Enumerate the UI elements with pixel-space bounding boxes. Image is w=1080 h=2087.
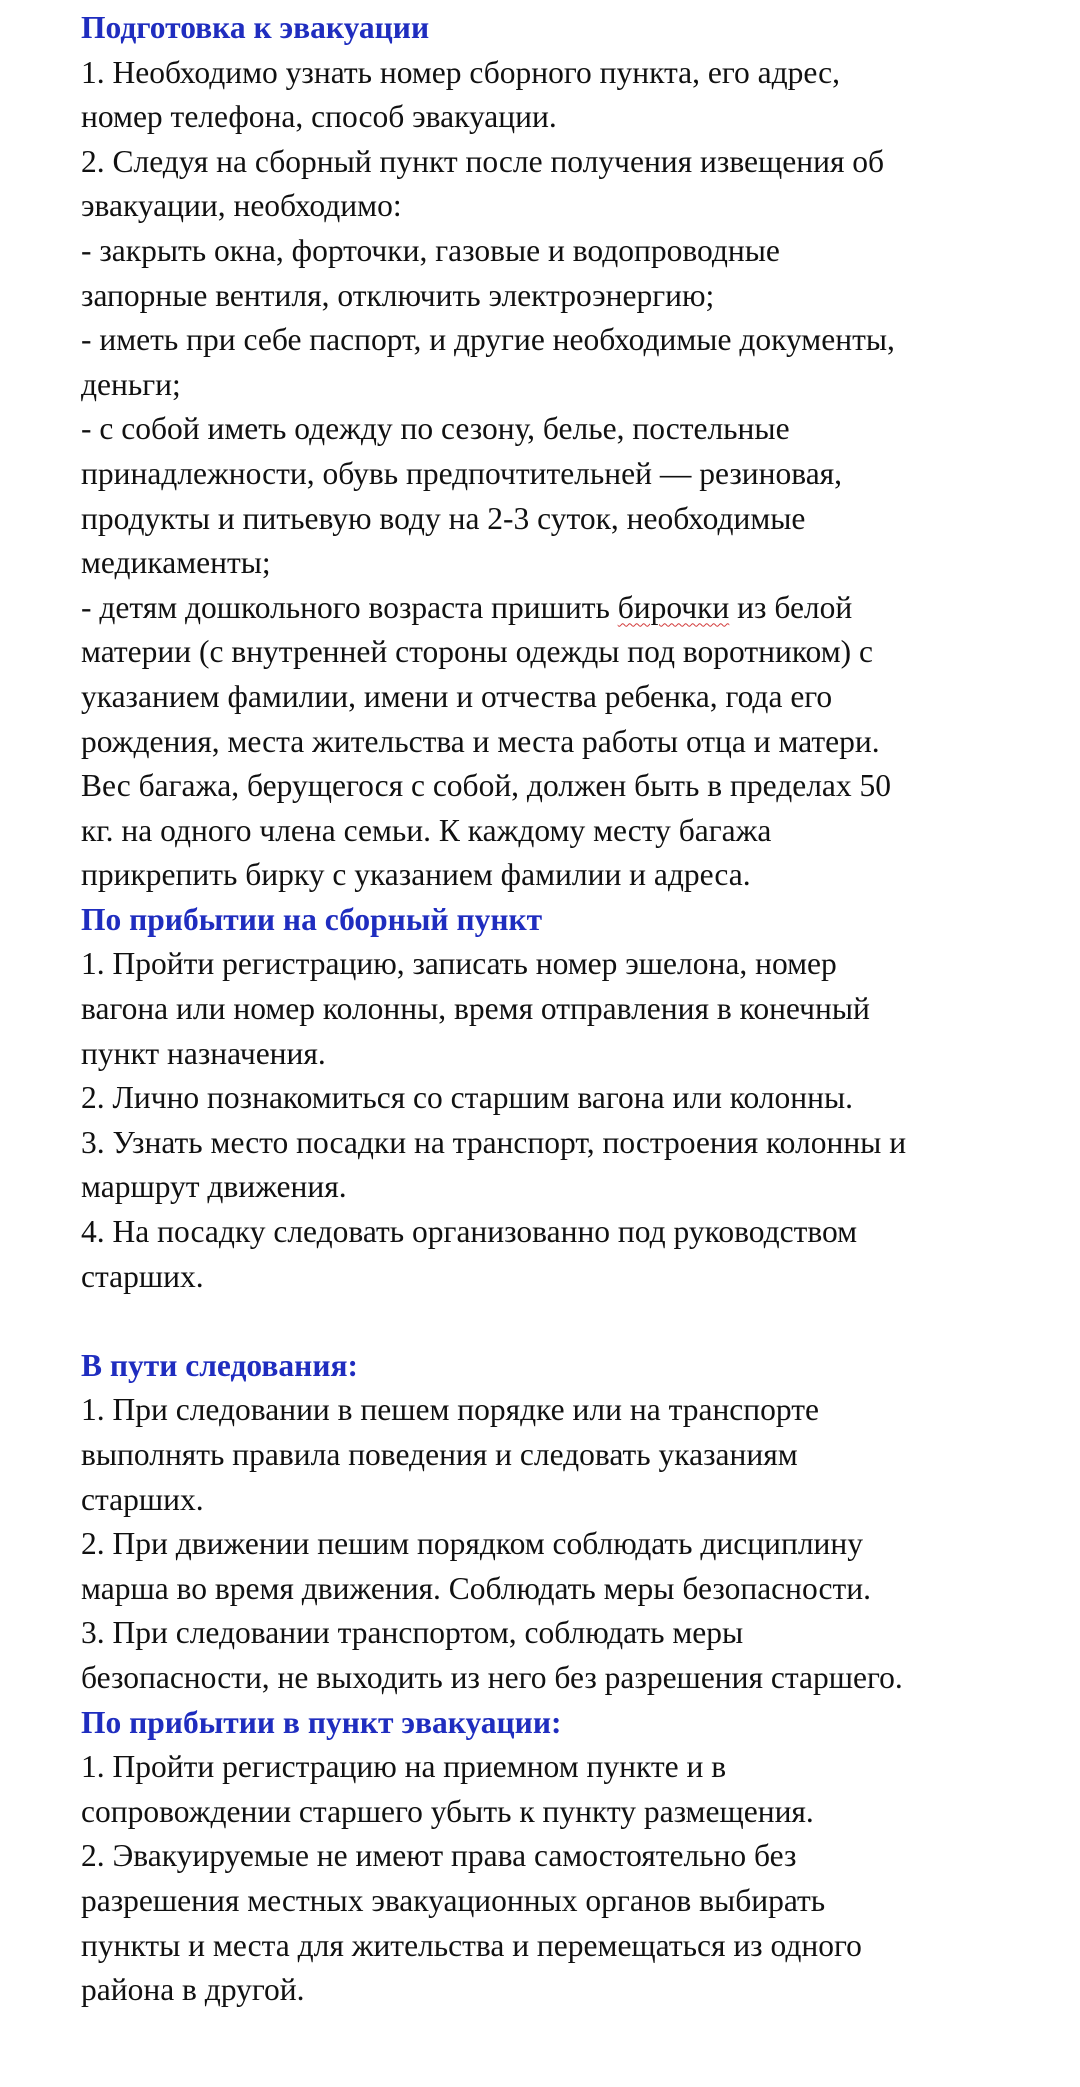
text-line: пункты и места для жительства и перемещаться из одного [81,1927,862,1963]
text-line: принадлежности, обувь предпочтительней — резиновая, [81,455,843,491]
text-line: запорные вентиля, отключить электроэнергию; [81,277,715,313]
text-line: 3. При следовании транспортом, соблюдать меры [81,1615,744,1651]
text-line: 3. Узнать место посадки на транспорт, построения колонны и [81,1124,907,1160]
text-line: эвакуации, необходимо: [81,188,402,224]
document-page [81,6,1031,2013]
spellcheck-flagged-word: бирочки [617,589,730,625]
section-heading: По прибытии на сборный пункт [81,901,543,937]
text-line: 1. Пройти регистрацию, записать номер эшелона, номер [81,946,837,982]
text-line: Вес багажа, берущегося с собой, должен быть в пределах 50 [81,768,892,804]
text-line: старших. [81,1258,204,1294]
text-line: указанием фамилии, имени и отчества ребенка, года его [81,678,833,714]
section-heading: По прибытии в пункт эвакуации: [81,1704,562,1740]
text-line: сопровождении старшего убыть к пункту размещения. [81,1793,814,1829]
text-line: выполнять правила поведения и следовать указаниям [81,1437,798,1472]
text-fragment: - детям дошкольного возраста пришить [81,589,618,625]
text-line: старших. [81,1481,204,1517]
text-line: рождения, места жительства и места работы отца и матери. [81,723,880,759]
text-line: 1. При следовании в пешем порядке или на транспорте [81,1392,819,1428]
text-line: медикаменты; [81,545,271,581]
text-line: безопасности, не выходить из него без разрешения старшего. [81,1659,903,1695]
text-line: продукты и питьевую воду на 2-3 суток, необходимые [81,500,806,536]
text-line: 2. Следуя на сборный пункт после получения извещения об [81,143,885,179]
text-line: района в другой. [81,1972,305,2008]
text-line: пункт назначения. [81,1035,326,1071]
text-line: 2. Лично познакомиться со старшим вагона или колонны. [81,1080,854,1116]
text-line: кг. на одного члена семьи. К каждому месту багажа [81,812,772,848]
section-arrival-assembly-point [81,898,1031,1299]
text-line: 1. Пройти регистрацию на приемном пункте и в [81,1749,727,1785]
text-line: материи (с внутренней стороны одежды под воротником) с [81,634,873,670]
section-en-route [81,1344,1031,1701]
section-heading: В пути следования: [81,1347,358,1383]
section-heading: Подготовка к эвакуации [81,10,430,45]
text-line: 4. На посадку следовать организованно под руководством [81,1214,858,1250]
text-line-with-tag-word [81,586,1031,631]
text-line: разрешения местных эвакуационных органов выбирать [81,1882,826,1918]
text-line: 2. Эвакуируемые не имеют права самостоятельно без [81,1838,797,1874]
text-fragment: из белой [729,589,853,625]
text-line: 1. Необходимо узнать номер сборного пункта, его адрес, [81,54,841,90]
text-line: - иметь при себе паспорт, и другие необходимые документы, [81,322,895,358]
section-evacuation-prep [81,6,1031,898]
text-line: номер телефона, способ эвакуации. [81,99,557,135]
text-line: - с собой иметь одежду по сезону, белье, постельные [81,411,790,447]
text-line: марша во время движения. Соблюдать меры безопасности. [81,1570,872,1606]
text-line: 2. При движении пешим порядком соблюдать дисциплину [81,1526,864,1562]
text-line: деньги; [81,366,181,402]
section-arrival-evacuation-point [81,1701,1031,2013]
text-line: - закрыть окна, форточки, газовые и водопроводные [81,232,780,268]
blank-line [81,1299,1031,1344]
text-line: прикрепить бирку с указанием фамилии и адреса. [81,857,751,893]
text-line: маршрут движения. [81,1169,347,1205]
text-line: вагона или номер колонны, время отправления в конечный [81,991,870,1027]
